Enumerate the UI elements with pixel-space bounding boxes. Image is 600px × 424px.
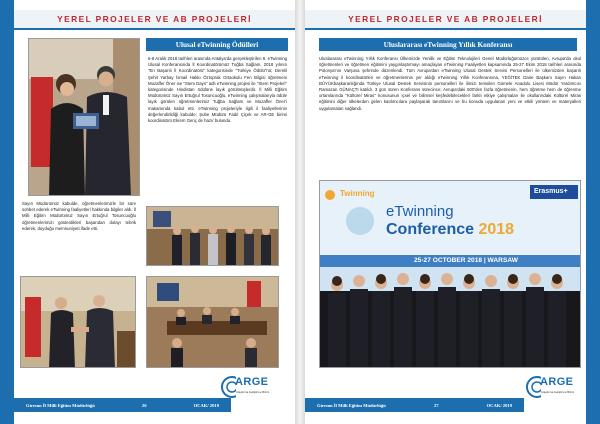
- left-page-number: 26: [141, 402, 147, 408]
- right-edge-bar: [586, 0, 600, 424]
- conference-group-photo: [319, 180, 581, 368]
- arge-logo: ARGE Araştırma Geliştirme Birimi: [525, 372, 581, 402]
- left-page-header: [14, 10, 295, 30]
- left-footer-org: Giresun İl Milli Eğitim Müdürlüğü: [26, 402, 95, 408]
- left-footer: [14, 398, 231, 412]
- right-page: [305, 0, 600, 424]
- page-gutter: [295, 0, 305, 424]
- twinning-brand: Twinning: [340, 189, 375, 198]
- meeting-photo-table: [146, 276, 279, 368]
- right-footer: [305, 398, 524, 412]
- erasmus-logo-text: Erasmus+: [534, 188, 568, 195]
- right-article-text: Uluslararası eTwinning Yıllık Konferansı Ülkemizde Yenilik ve Eğitim Teknolojileri Genel Müdürlüğümüzce yürütülen, Avrupa'da okul öğretmenleri ve öğretmen eğitimini yaygınlaştırmayı amaçlayan eTwinning Faaliyetleri kapsamında 25-27 Ekim 2018 tarihleri arasında Polonya'nın Varşova şehrinde düzenlendi. Tüm Avrupa'dan eTwinning Ulusal Destek Servisi Personelleri ile ülkemizden başarılı eTwinning il koordinatörleri ve öğretmenlerinin yer aldığı eTwinning Yıllık Konferansına, YEĞİTEK Daire Başkanı Sayın Hakan BÜYÜKbaşkaranlığında Türkiye Ulusal Destek Servisinin personelleri ile ilimizi temsilen Gümele Anadolu Lisesi Müdür Yardımcısı Ramazan GÜNAÇTI katıldı. 3 gün süren Konferans sürecince; Avrupa'daki 500'den fazla öğretmenin, hem öğretme hem de öğrenme ortamlarında "Kültürel Miras" konusunun içsel ve bilimsel keşfedebilecekleri farklı etkiye çalışmaları ile okullarındaki Kültürel Miras eğitimini diğer ülkelerden gelen katılımcılara paylaşarak tanımlarını ve bu konuda uygulanan yeni ve etkili yöntem ve materyalleri uygulamaları sağlandı.: [319, 56, 581, 111]
- header-title: YEREL PROJELER VE AB PROJELERİ: [57, 14, 252, 24]
- header-title: YEREL PROJELER VE AB PROJELERİ: [348, 14, 543, 24]
- right-footer-org: Giresun İl Milli Eğitim Müdürlüğü: [317, 402, 386, 408]
- arge-logo: ARGE Araştırma Geliştirme Birimi: [220, 372, 276, 402]
- conference-dates: 25-27 OCTOBER 2018 | WARSAW: [414, 257, 518, 264]
- conference-title: eTwinning Conference 2018: [386, 203, 515, 238]
- left-footer-date: OCAK/ 2019: [193, 402, 219, 408]
- left-page: [0, 0, 295, 424]
- right-page-number: 27: [433, 402, 439, 408]
- left-section-title: Ulusal eTwinning Ödülleri: [146, 38, 288, 51]
- right-section-title: Uluslararası eTwinning Yıllık Konferansı: [319, 38, 577, 51]
- right-footer-date: OCAK/ 2019: [486, 402, 512, 408]
- group-photo-office: [146, 206, 279, 266]
- left-caption-text: Sayın Müdürümüz kabulde, öğretmenlerimizle bir süre sohbet ederek eTwinning faaliyetleri hakkında bilgiler aldı. İl Milli Eğitim Müdürümüz Sayın Ertuğrul Tosuncuoğlu öğretmenlerimizi gösterdikleri başarıdan dolayı tebrik ederek, duyduğu memnuniyeti ifade etti.: [22, 201, 136, 231]
- left-edge-bar: [0, 0, 14, 424]
- right-page-header: [305, 10, 586, 30]
- award-photo-main: [28, 38, 140, 196]
- left-article-text: 6-8 Aralık 2018 tarihleri arasında Antalya'da gerçekleştirilen 9. eTwinning Ulusal Konferansında İl Koordinatörümüz Tuğba Sağlam, 2018 yılının "En Başarılı İl Koordinatörü" kategorisinde "Türkiye Ödülü"nü; Derelil Şehit Yarbay İsmail Hakkı Öztoprak Ortaokulu Fen Bilgisi öğretmeni Muzaffer Öner ise "Stem Days" adlı eTwinning projesi ile "Stem Projeleri" kategorisinde Hindistan ödülüne layık görülmüşlerdir. İl Milli Eğitim Müdürümüz Sayın Ertuğrul Tosuncuoğlu, eTwinning çalışmalarıyla ödüle layık görülen öğretmenlerimiz Tuğba Sağlam ve Muzaffer Öner'i makamında kabul etti. eTwinning projeleriyle ilgili il faaliyetlerinin değerlendirildiği kabulde; Şube Müdürü Fadıl Çiçek ve AR-GE birimi koordinatörü Ekrem Genç de hazır bulundu.: [148, 56, 287, 124]
- handshake-photo: [20, 276, 136, 368]
